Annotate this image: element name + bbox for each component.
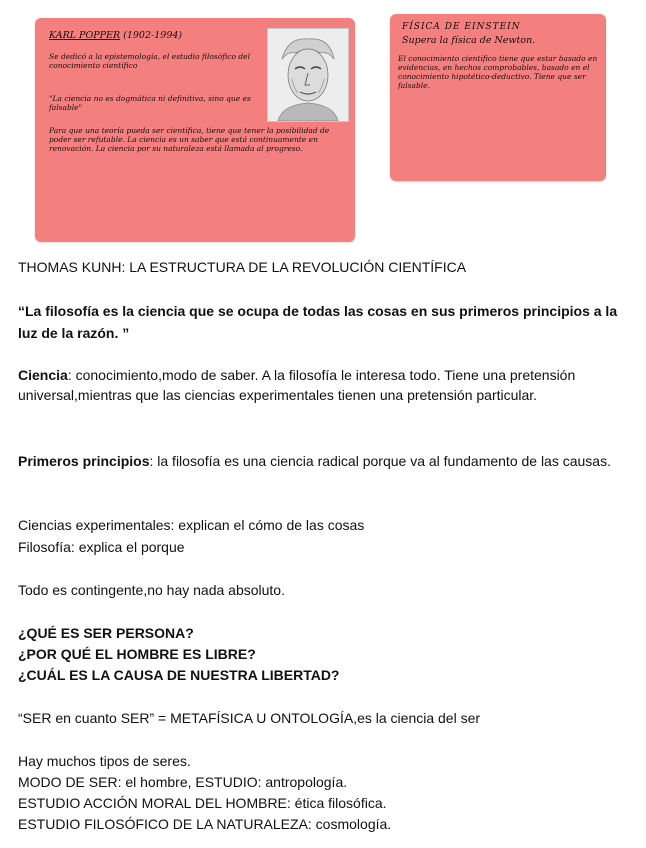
einstein-note-body: El conocimiento científico tiene que estar basado en evidencias, en hechos comprobables, basado en el conocimiento hipotético-deductivo. Tiene que ser falsable. [398, 54, 598, 90]
filosofia-line: Filosofía: explica el porque [18, 539, 185, 555]
portrait-svg [268, 29, 348, 121]
popper-note [35, 18, 355, 242]
popper-note-p1: Se dedicó a la epistemología, el estudio filosófico del conocimiento científico [49, 52, 251, 70]
ser-line: “SER en cuanto SER” = METAFÍSICA U ONTOLOGÍA,es la ciencia del ser [18, 710, 481, 726]
popper-note-p3: Para que una teoría pueda ser científica, tiene que tener la posibilidad de poder ser refutable. La ciencia es un saber que está continuamente en renovación. La ciencia por su naturaleza está llamada al progreso. [49, 126, 330, 153]
modo-line: MODO DE SER: el hombre, ESTUDIO: antropología. [18, 774, 348, 790]
ciencia-definition: : conocimiento,modo de saber. A la filosofía le interesa todo. Tiene una pretensión universal,mientras que las ciencias experimentales tienen una pretensión particular. [18, 367, 576, 403]
popper-note-p2: "La ciencia no es dogmática ni definitiva, sino que es falsable" [49, 94, 251, 112]
ciencias-experimentales-line: Ciencias experimentales: explican el cómo de las cosas [18, 517, 365, 533]
kuhn-heading: THOMAS KUNH: LA ESTRUCTURA DE LA REVOLUCIÓN CIENTÍFICA [18, 259, 467, 275]
moral-line: ESTUDIO ACCIÓN MORAL DEL HOMBRE: ética filosófica. [18, 795, 387, 811]
contingente-line: Todo es contingente,no hay nada absoluto. [18, 582, 285, 598]
einstein-note [390, 14, 606, 181]
question-persona: ¿QUÉ ES SER PERSONA? [18, 625, 194, 641]
portrait-photo-icon [267, 28, 349, 122]
principios-definition: : la filosofía es una ciencia radical porque va al fundamento de las causas. [149, 453, 611, 469]
ciencia-paragraph [18, 365, 630, 405]
popper-note-title [49, 30, 182, 41]
principios-paragraph [18, 451, 630, 471]
question-libertad: ¿CUÁL ES LA CAUSA DE NUESTRA LIBERTAD? [18, 667, 340, 683]
principios-term: Primeros principios [18, 453, 150, 469]
question-libre: ¿POR QUÉ EL HOMBRE ES LIBRE? [18, 646, 256, 662]
popper-years: (1902-1994) [123, 30, 183, 41]
popper-name: KARL POPPER [49, 30, 121, 41]
philosophy-quote: “La filosofía es la ciencia que se ocupa de todas las cosas en sus primeros principios a la luz de la razón. ” [18, 303, 618, 341]
ciencia-term: Ciencia [18, 367, 68, 383]
einstein-note-subtitle: Supera la física de Newton. [402, 35, 536, 46]
tipos-line: Hay muchos tipos de seres. [18, 753, 191, 769]
naturaleza-line: ESTUDIO FILOSÓFICO DE LA NATURALEZA: cosmología. [18, 816, 392, 832]
einstein-note-title: FÍSICA DE EINSTEIN [402, 22, 521, 32]
